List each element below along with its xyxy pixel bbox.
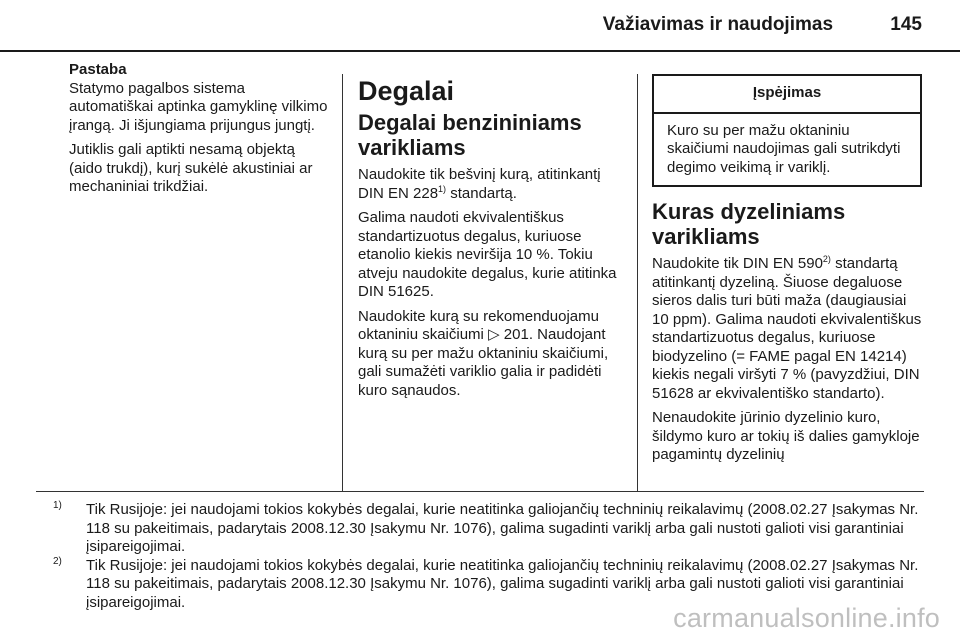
column-diesel	[652, 74, 922, 471]
petrol-paragraph-3: Naudokite kurą su rekomenduojamu oktaniniu skaičiumi ▷ 201. Naudojant kurą su per mažu oktaniniu skaičiumi, gali sumažėti variklio galia ir padidėti kuro sąnaudos.	[358, 307, 609, 399]
warning-box	[652, 74, 922, 187]
footnote-ref-1: 1)	[438, 183, 447, 194]
page-header	[0, 14, 922, 36]
note-paragraph-2: Jutiklis gali aptikti nesamą objektą (aido trukdį), kurį sukėlė akustiniai ar mechaniniai trikdžiai.	[69, 141, 313, 195]
subsection-heading-diesel: Kuras dyzeliniams varikliams	[652, 199, 846, 249]
footnote-1	[53, 501, 933, 557]
footnote-2-number: 2)	[53, 555, 62, 567]
column-fuels	[358, 76, 630, 406]
column-divider-1	[342, 74, 343, 492]
header-rule	[0, 50, 960, 52]
watermark: carmanualsonline.info	[673, 603, 940, 633]
page-ref-arrow-icon: ▷	[488, 326, 500, 343]
diesel-paragraph-1: Naudokite tik DIN EN 590$^{2)}$ standartą atitinkantį dyzeliną. Šiuose degaluose sieros dalis turi būti maža (daugiausiai 10 ppm). Galima naudoti ekvivalentiškus standartizuotus degalus, kuriuose biodyzelino (= FAME pagal EN 14214) kiekis negali viršyti 7 % (pavyzdžiui, DIN 51628 ar ekvivalentiško standarto).	[652, 254, 922, 402]
footnote-1-number: 1)	[53, 500, 62, 511]
petrol-paragraph-2: Galima naudoti ekvivalentiškus standartizuotus degalus, kuriuose etanolio kiekis neviršija 10 %. Tokiu atveju naudokite degalus, kurie atitinka DIN 51625.	[358, 209, 617, 300]
section-heading-fuels: Degalai	[358, 76, 455, 106]
petrol-paragraph-1: Naudokite tik bešvinį kurą, atitinkantį DIN EN 228$^{1)}$ standartą.	[358, 166, 601, 202]
footnote-2-text: Tik Rusijoje: jei naudojami tokios kokybės degalai, kurie neatitinka galiojančių techninių reikalavimų (2008.02.27 Įsakymas Nr. 118 su pakeitimais, padarytais 2008.12.30 Įsakymu Nr. 1076), galima sugadinti variklį arba gali nustoti galioti visi garantiniai įsipareigojimai.	[86, 556, 919, 611]
diesel-paragraph-2: Nenaudokite jūrinio dyzelinio kuro, šildymo kuro ar tokių iš dalies gamykloje pagamintų dyzelinių	[652, 409, 920, 463]
note-paragraph-1: Statymo pagalbos sistema automatiškai aptinka gamyklinę vilkimo įrangą. Ji išjungiama prijungus jungtį.	[69, 79, 328, 134]
footnote-1-text: Tik Rusijoje: jei naudojami tokios kokybės degalai, kurie neatitinka galiojančių techninių reikalavimų (2008.02.27 Įsakymas Nr. 118 su pakeitimais, padarytais 2008.12.30 Įsakymu Nr. 1076), galima sugadinti variklį arba gali nustoti galioti visi garantiniai įsipareigojimai.	[86, 501, 919, 555]
footnote-rule	[36, 491, 924, 492]
page-ref-number[interactable]: 201	[503, 326, 529, 343]
warning-text: Kuro su per mažu oktaniniu skaičiumi naudojimas gali sutrikdyti degimo veikimą ir variklį.	[667, 121, 901, 176]
page-number: 145	[890, 14, 922, 35]
column-note	[69, 61, 332, 203]
column-divider-2	[637, 74, 638, 492]
chapter-title: Važiavimas ir naudojimas	[602, 14, 834, 35]
footnotes	[53, 501, 933, 612]
footnote-ref-2: 2)	[822, 254, 831, 264]
subsection-heading-petrol: Degalai benzininiams varikliams	[358, 110, 582, 160]
note-title: Pastaba	[69, 61, 127, 78]
warning-title: Įspėjimas	[654, 76, 920, 114]
